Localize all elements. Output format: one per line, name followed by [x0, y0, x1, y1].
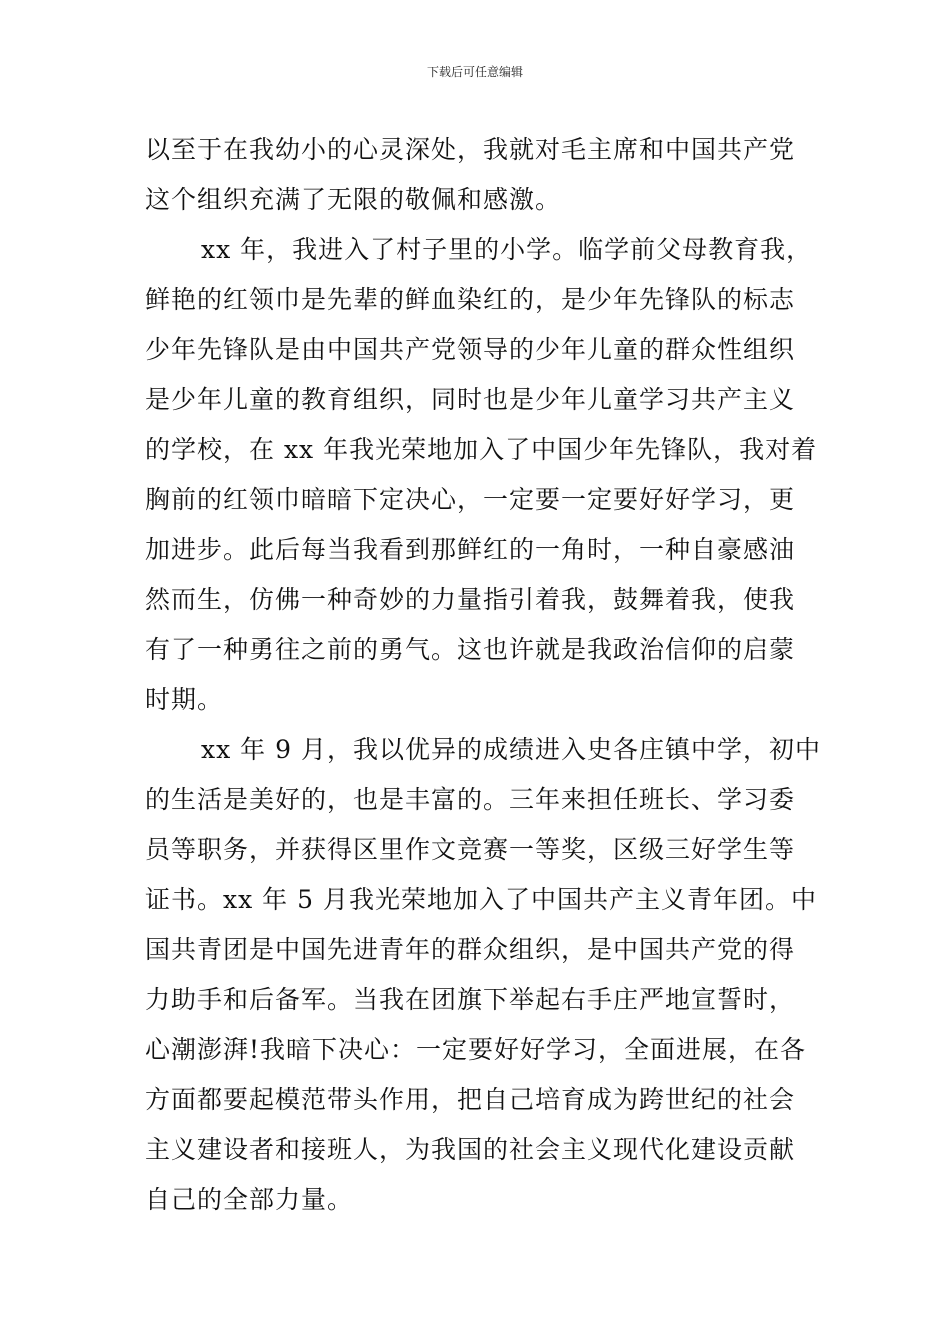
text-line: 员等职务，并获得区里作文竞赛一等奖，区级三好学生等 [145, 835, 796, 864]
text-line: 这个组织充满了无限的敬佩和感激。 [145, 185, 562, 214]
text-line: 时期。 [145, 685, 224, 714]
text-line: 鲜艳的红领巾是先辈的鲜血染红的，是少年先锋队的标志 [145, 285, 796, 314]
text-line: xx 年，我进入了村子里的小学。临学前父母教育我， [201, 235, 813, 264]
text-line: 加进步。此后每当我看到那鲜红的一角时，一种自豪感油 [145, 535, 796, 564]
document-body [145, 125, 821, 1225]
paragraph [145, 725, 821, 1225]
text-line: 的学校，在 xx 年我光荣地加入了中国少年先锋队，我对着 [145, 435, 818, 464]
text-line: 心潮澎湃!我暗下决心：一定要好好学习，全面进展，在各 [145, 1035, 807, 1064]
text-line: 的生活是美好的，也是丰富的。三年来担任班长、学习委 [145, 785, 796, 814]
text-line: 是少年儿童的教育组织，同时也是少年儿童学习共产主义 [145, 385, 796, 414]
page-header: 下载后可任意编辑 [426, 65, 523, 79]
text-line: 以至于在我幼小的心灵深处，我就对毛主席和中国共产党 [145, 135, 796, 164]
text-line: 胸前的红领巾暗暗下定决心，一定要一定要好好学习，更 [145, 485, 796, 514]
text-line: 有了一种勇往之前的勇气。这也许就是我政治信仰的启蒙 [145, 635, 796, 664]
text-line: 证书。xx 年 5 月我光荣地加入了中国共产主义青年团。中 [145, 885, 817, 914]
text-line: 然而生，仿佛一种奇妙的力量指引着我，鼓舞着我，使我 [145, 585, 796, 614]
text-line: 国共青团是中国先进青年的群众组织，是中国共产党的得 [145, 935, 796, 964]
text-line: 少年先锋队是由中国共产党领导的少年儿童的群众性组织 [145, 335, 796, 364]
paragraph [145, 125, 810, 225]
text-line: 力助手和后备军。当我在团旗下举起右手庄严地宣誓时， [145, 985, 796, 1014]
text-line: xx 年 9 月，我以优异的成绩进入史各庄镇中学，初中 [201, 735, 821, 764]
paragraph [145, 225, 818, 725]
text-line: 方面都要起模范带头作用，把自己培育成为跨世纪的社会 [145, 1085, 796, 1114]
text-line: 主义建设者和接班人，为我国的社会主义现代化建设贡献 [145, 1135, 796, 1164]
text-line: 自己的全部力量。 [145, 1185, 354, 1214]
